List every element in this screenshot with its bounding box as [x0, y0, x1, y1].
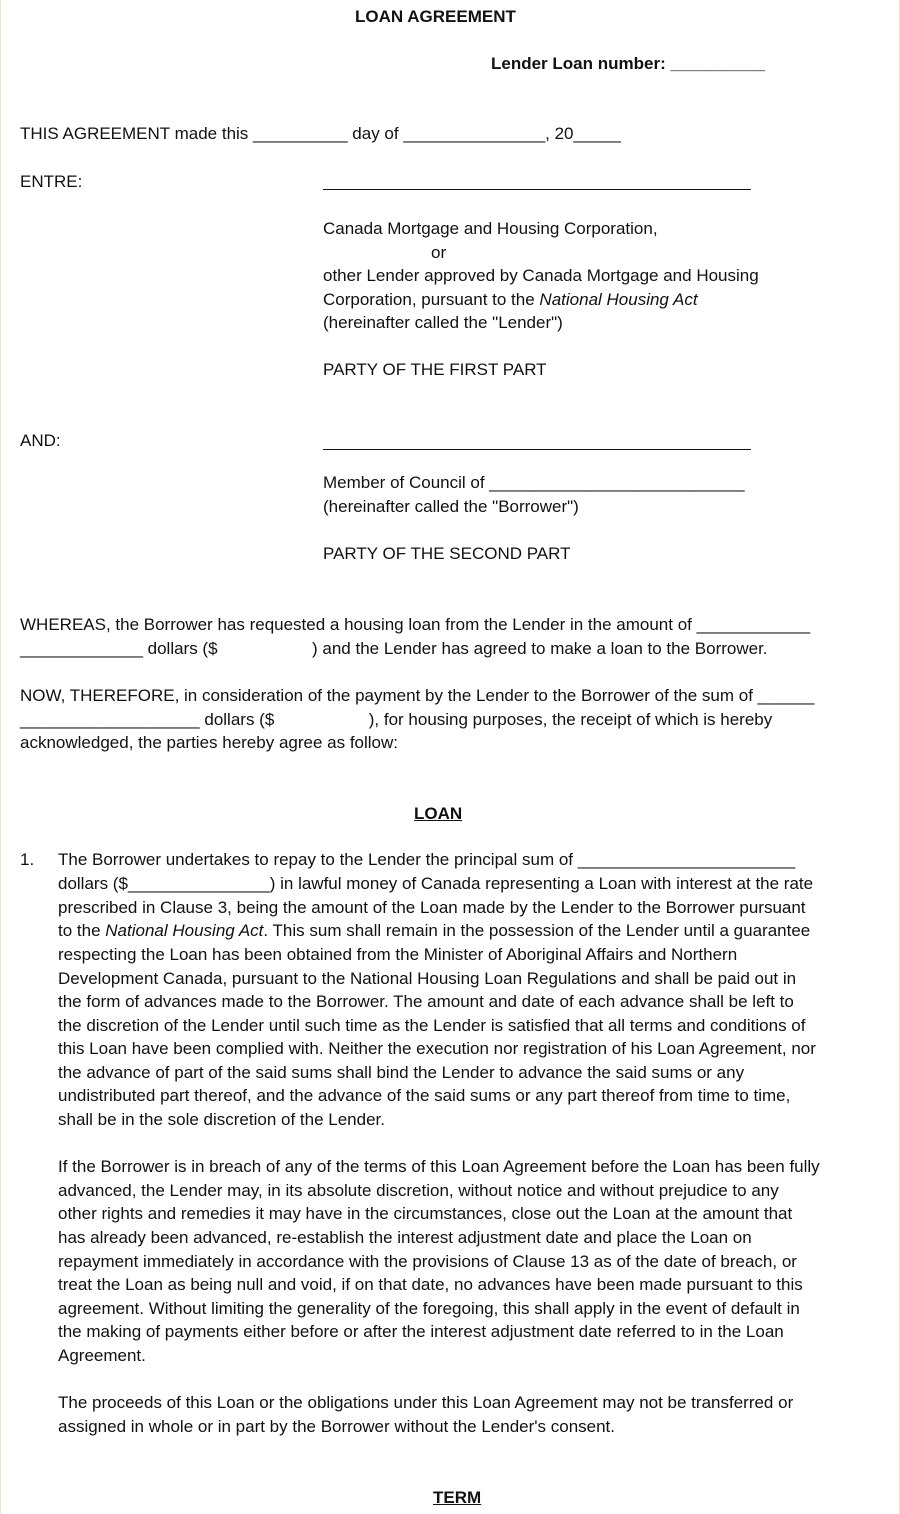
breach-paragraph-line: advanced, the Lender may, in its absolute discretion, without notice and without prejudice to any	[58, 1181, 779, 1200]
whereas-line-1: WHEREAS, the Borrower has requested a housing loan from the Lender in the amount of ____________	[20, 615, 811, 634]
breach-paragraph-line: treat the Loan as being null and void, if on that date, no advances have been made pursuant to this	[58, 1275, 803, 1294]
proceeds-paragraph-line: assigned in whole or in part by the Borrower without the Lender's consent.	[58, 1417, 616, 1436]
clause-1-line: Development Canada, pursuant to the National Housing Loan Regulations and shall be paid out in	[58, 969, 797, 988]
proceeds-paragraph-line: The proceeds of this Loan or the obligations under this Loan Agreement may not be transferred or	[58, 1393, 794, 1412]
clause-1-line: prescribed in Clause 3, being the amount of the Loan made by the Lender to the Borrower pursuant	[58, 898, 806, 917]
breach-paragraph-line: other rights and remedies it may have in the circumstances, close out the Loan at the amount that	[58, 1204, 793, 1223]
term-heading: TERM	[433, 1488, 482, 1507]
clause-1-line: respecting the Loan has been obtained from the Minister of Aboriginal Affairs and Northern	[58, 945, 738, 964]
first-party-line-3: other Lender approved by Canada Mortgage and Housing	[323, 266, 759, 285]
now-therefore-line-2: ___________________ dollars ($ ), for housing purposes, the receipt of which is hereby	[20, 710, 773, 729]
first-party-or: or	[431, 243, 447, 262]
breach-paragraph-line: If the Borrower is in breach of any of the terms of this Loan Agreement before the Loan has been fully	[58, 1157, 820, 1176]
second-party-line-2: (hereinafter called the "Borrower")	[323, 497, 579, 516]
breach-paragraph-line: the making of payments either before or after the interest adjustment date referred to in the Loan	[58, 1322, 784, 1341]
second-party-label: PARTY OF THE SECOND PART	[323, 544, 571, 563]
document-title: LOAN AGREEMENT	[355, 7, 516, 26]
clause-1-line: the form of advances made to the Borrower. The amount and date of each advance shall be left to	[58, 992, 794, 1011]
and-label: AND:	[20, 431, 61, 450]
clause-1-line: dollars ($_______________) in lawful money of Canada representing a Loan with interest at the rate	[58, 874, 814, 893]
breach-paragraph-line: has already been advanced, re-establish the interest adjustment date and place the Loan on	[58, 1228, 752, 1247]
first-party-label: PARTY OF THE FIRST PART	[323, 360, 547, 379]
first-party-line-5: (hereinafter called the "Lender")	[323, 313, 563, 332]
first-party-line-4: Corporation, pursuant to the National Housing Act	[323, 290, 698, 309]
clause-1-line: this Loan have been complied with. Neither the execution nor registration of his Loan Agreement, nor	[58, 1039, 816, 1058]
clause-1-line: to the National Housing Act. This sum shall remain in the possession of the Lender until a guarantee	[58, 921, 811, 940]
breach-paragraph-line: Agreement.	[58, 1346, 146, 1365]
now-therefore-line-1: NOW, THEREFORE, in consideration of the payment by the Lender to the Borrower of the sum of ______	[20, 686, 815, 705]
breach-paragraph-line: repayment immediately in accordance with the provisions of Clause 13 as of the date of breach, or	[58, 1252, 797, 1271]
agreement-date-line: THIS AGREEMENT made this __________ day of _______________, 20_____	[20, 124, 621, 143]
entre-label: ENTRE:	[20, 172, 83, 191]
second-party-signature-line	[323, 449, 751, 450]
now-therefore-line-3: acknowledged, the parties hereby agree as follow:	[20, 733, 399, 752]
first-party-signature-line	[323, 189, 751, 190]
clause-1-line: shall be in the sole discretion of the Lender.	[58, 1110, 385, 1129]
clause-1-number: 1.	[20, 850, 35, 869]
clause-1-line: the advance of part of the said sums shall bind the Lender to advance the said sums or any	[58, 1063, 745, 1082]
breach-paragraph-line: agreement. Without limiting the generality of the foregoing, this shall apply in the event of default in	[58, 1299, 800, 1318]
clause-1-line: the discretion of the Lender until such time as the Lender is satisfied that all terms and conditions of	[58, 1016, 806, 1035]
second-party-line-1: Member of Council of ___________________________	[323, 473, 745, 492]
loan-heading: LOAN	[414, 804, 463, 823]
clause-1-line: The Borrower undertakes to repay to the Lender the principal sum of _______________________	[58, 850, 796, 869]
first-party-line-1: Canada Mortgage and Housing Corporation,	[323, 219, 658, 238]
clause-1-line: undistributed part thereof, and the advance of the said sums or any part thereof from time to time,	[58, 1086, 791, 1105]
whereas-line-2: _____________ dollars ($ ) and the Lender has agreed to make a loan to the Borrower.	[20, 639, 768, 658]
lender-loan-number: Lender Loan number: __________	[491, 54, 766, 73]
